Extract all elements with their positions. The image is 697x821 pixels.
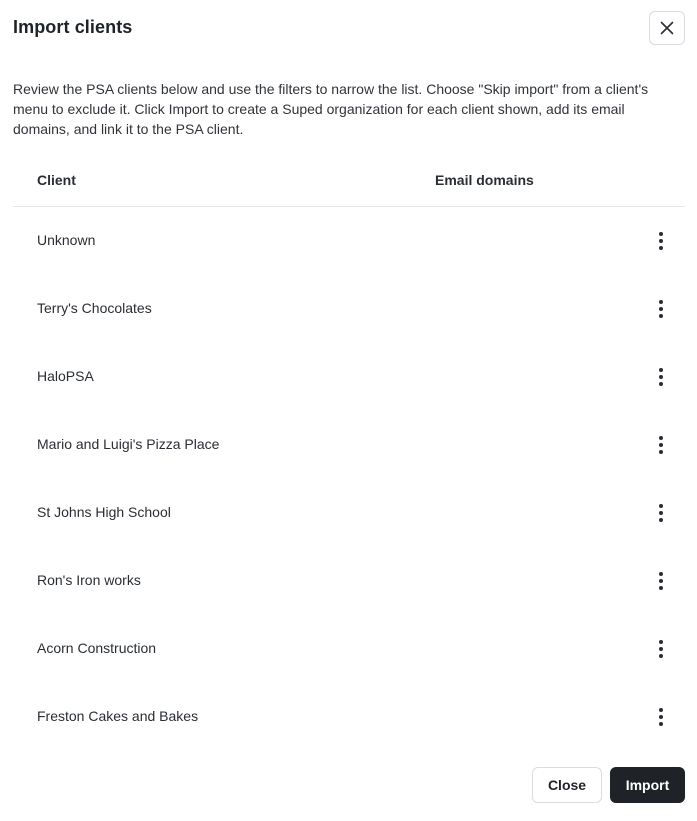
import-button[interactable]: Import (610, 767, 685, 803)
menu-dot (659, 368, 663, 372)
table-row (13, 547, 685, 615)
clients-table-body (13, 207, 685, 751)
table-row (13, 683, 685, 751)
client-name: Ron's Iron works (37, 572, 141, 588)
menu-dot (659, 708, 663, 712)
more-vertical-icon[interactable] (649, 433, 673, 457)
menu-dot (659, 314, 663, 318)
close-button[interactable]: Close (532, 767, 602, 803)
menu-dot (659, 239, 663, 243)
menu-dot (659, 382, 663, 386)
more-vertical-icon[interactable] (649, 297, 673, 321)
client-name: HaloPSA (37, 368, 94, 384)
menu-dot (659, 586, 663, 590)
menu-dot (659, 504, 663, 508)
client-name: Freston Cakes and Bakes (37, 708, 199, 724)
menu-dot (659, 375, 663, 379)
table-row (13, 615, 685, 683)
menu-dot (659, 722, 663, 726)
menu-dot (659, 307, 663, 311)
more-vertical-icon[interactable] (649, 501, 673, 525)
menu-dot (659, 640, 663, 644)
more-vertical-icon[interactable] (649, 229, 673, 253)
more-vertical-icon[interactable] (649, 637, 673, 661)
more-vertical-icon[interactable] (649, 365, 673, 389)
menu-dot (659, 654, 663, 658)
menu-dot (659, 715, 663, 719)
menu-dot (659, 232, 663, 236)
menu-dot (659, 450, 663, 454)
menu-dot (659, 436, 663, 440)
close-icon (660, 21, 674, 35)
client-name: Unknown (37, 232, 96, 248)
menu-dot (659, 246, 663, 250)
menu-dot (659, 443, 663, 447)
table-row (13, 343, 685, 411)
client-name: Terry's Chocolates (37, 300, 152, 316)
client-name: Acorn Construction (37, 640, 157, 656)
dialog-description: Review the PSA clients below and use the filters to narrow the list. Choose "Skip import" from a client's menu to exclude it. Click Import to create a Suped organization for each client shown, add its email domains, and link it to the PSA client. (13, 81, 649, 137)
close-dialog-button[interactable] (649, 11, 685, 45)
table-row (13, 479, 685, 547)
column-header-client: Client (37, 172, 76, 188)
client-name: St Johns High School (37, 504, 171, 520)
client-name: Mario and Luigi's Pizza Place (37, 436, 220, 452)
column-header-email-domains: Email domains (435, 172, 534, 188)
table-row (13, 207, 685, 275)
table-row (13, 411, 685, 479)
menu-dot (659, 572, 663, 576)
menu-dot (659, 511, 663, 515)
more-vertical-icon[interactable] (649, 569, 673, 593)
menu-dot (659, 518, 663, 522)
menu-dot (659, 300, 663, 304)
menu-dot (659, 647, 663, 651)
menu-dot (659, 579, 663, 583)
table-header (13, 162, 685, 207)
table-row (13, 275, 685, 343)
more-vertical-icon[interactable] (649, 705, 673, 729)
dialog-title: Import clients (13, 17, 133, 37)
